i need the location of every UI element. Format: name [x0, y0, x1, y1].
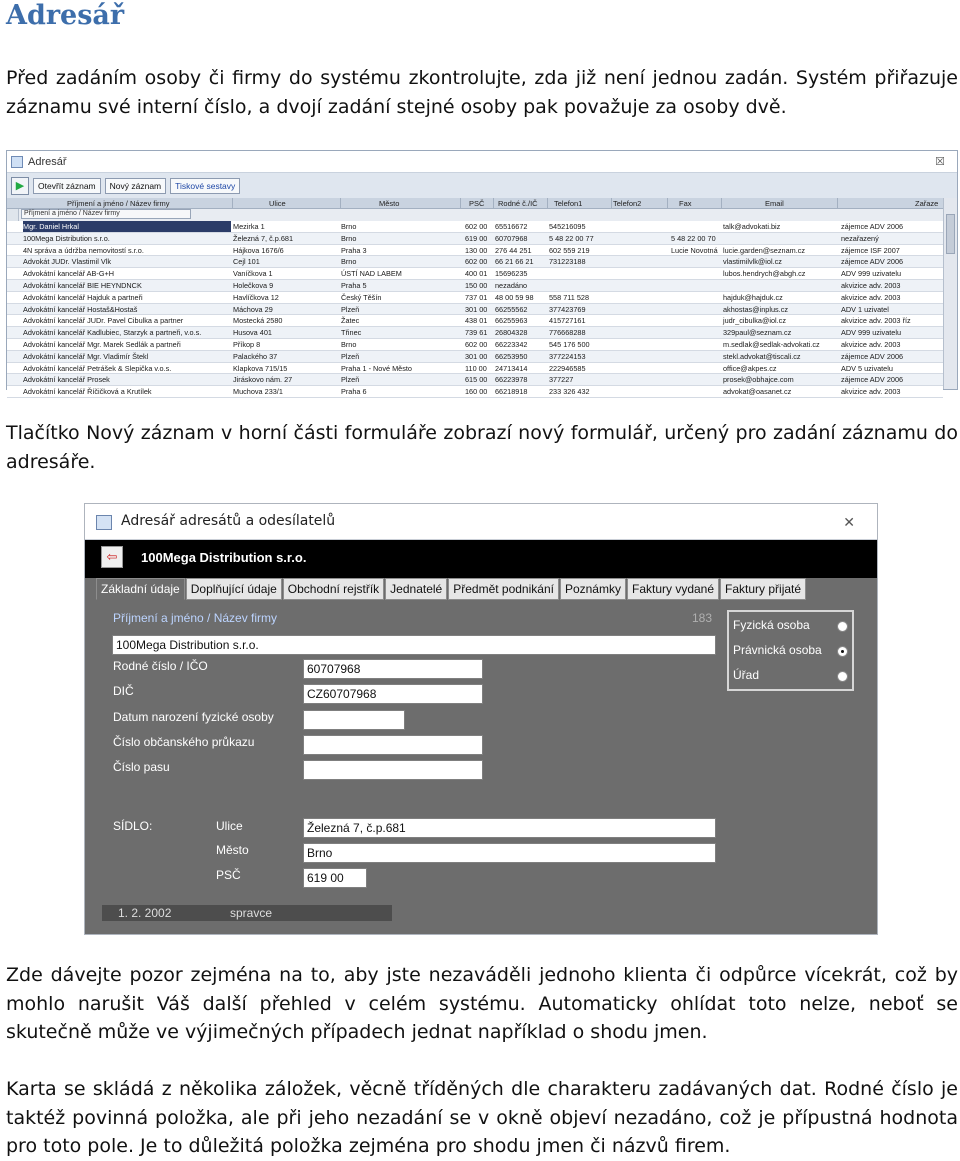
table-row[interactable]	[7, 245, 943, 257]
table-cell: lubos.hendrych@abgh.cz	[723, 269, 806, 279]
table-cell: Advokátní kancelář Mgr. Vladimír Štekl	[23, 351, 149, 361]
column-header[interactable]: Telefon2	[613, 199, 642, 208]
table-row[interactable]	[7, 363, 943, 375]
table-cell: zájemce ADV 2006	[841, 222, 904, 231]
table-cell: akvizice adv. 2003	[841, 387, 901, 397]
table-cell: 66255562	[495, 304, 528, 314]
table-cell: akhostas@inplus.cz	[723, 304, 789, 314]
birth-date-label: Datum narození fyzické osoby	[113, 710, 274, 724]
table-cell: Advokátní kancelář JUDr. Pavel Cibulka a partner	[23, 316, 184, 326]
table-cell: Hájkova 1676/6	[233, 245, 284, 255]
id-card-field[interactable]	[303, 735, 483, 755]
record-footer	[102, 905, 392, 921]
list-window-title: Adresář	[28, 155, 67, 168]
radio-physical-person[interactable]	[837, 621, 848, 632]
table-cell: 150 00	[465, 280, 488, 290]
table-row[interactable]	[7, 268, 943, 280]
table-cell: vlastimilvlk@iol.cz	[723, 257, 782, 267]
table-cell: 66253950	[495, 351, 528, 361]
dic-label: DIČ	[113, 684, 134, 698]
seat-label: SÍDLO:	[113, 819, 153, 833]
table-cell: Lucie Novotná	[671, 245, 718, 255]
table-cell: Klapkova 715/15	[233, 363, 288, 373]
table-cell: 66218918	[495, 387, 528, 397]
table-cell: Plzeň	[341, 304, 360, 314]
table-cell: Žatec	[341, 316, 360, 326]
table-row[interactable]	[7, 339, 943, 351]
created-date: 1. 2. 2002	[118, 906, 172, 920]
table-cell: Třinec	[341, 328, 362, 338]
person-type-option-label: Právnická osoba	[733, 643, 822, 657]
person-type-group	[727, 610, 854, 691]
table-cell: Advokátní kancelář Kadlubiec, Starzyk a partneři, v.o.s.	[23, 328, 202, 338]
table-cell: Holečkova 9	[233, 280, 274, 290]
table-cell: ADV 5 uzivatelu	[841, 363, 893, 373]
table-cell: Advokátní kancelář Hajduk a partneři	[23, 292, 143, 302]
list-titlebar	[7, 151, 957, 173]
table-cell: Praha 3	[341, 245, 367, 255]
table-cell: 329paul@seznam.cz	[723, 328, 792, 338]
close-icon[interactable]: ✕	[843, 514, 855, 530]
table-cell: Jiráskovo nám. 27	[233, 375, 293, 385]
table-cell: Praha 5	[341, 280, 367, 290]
table-cell: 66223342	[495, 339, 528, 349]
table-cell: Cejl 101	[233, 257, 260, 267]
table-cell: 545 176 500	[549, 339, 590, 349]
table-cell: 301 00	[465, 304, 488, 314]
table-cell: Brno	[341, 257, 357, 267]
table-cell: 602 00	[465, 222, 488, 231]
new-record-button[interactable]: Nový záznam	[105, 178, 167, 194]
city-label: Město	[216, 843, 249, 857]
table-cell: 100Mega Distribution s.r.o.	[23, 233, 110, 243]
table-cell: 5 48 22 00 70	[671, 233, 716, 243]
intro-paragraph: Před zadáním osoby či firmy do systému zkontrolujte, zda již není jednou zadán. Systém přiřazuje záznamu své interní číslo, a dvojí zadání stejné osoby pak považuje za osoby dvě.	[6, 67, 958, 118]
table-cell: 776668288	[549, 328, 586, 338]
vertical-scrollbar[interactable]	[943, 198, 957, 389]
address-list-window	[6, 150, 958, 397]
tab-business-register[interactable]: Obchodní rejstřík	[283, 578, 384, 600]
table-cell: ADV 1 uzivatel	[841, 304, 889, 314]
table-cell: 5 48 22 00 77	[549, 233, 594, 243]
table-cell: 602 559 219	[549, 245, 590, 255]
table-cell: 619 00	[465, 233, 488, 243]
table-cell: 377423769	[549, 304, 586, 314]
table-row[interactable]	[7, 292, 943, 304]
table-cell: 545216095	[549, 222, 586, 231]
table-cell: 438 01	[465, 316, 488, 326]
person-type-option-label: Úřad	[733, 668, 760, 682]
radio-legal-person[interactable]	[837, 646, 848, 657]
table-cell: 130 00	[465, 245, 488, 255]
table-cell: nezařazený	[841, 233, 879, 243]
table-cell: 377224153	[549, 351, 586, 361]
table-cell: 110 00	[465, 363, 487, 373]
column-header[interactable]: Zařaze	[915, 199, 939, 208]
table-cell: 60707968	[495, 233, 528, 243]
table-cell: 66223978	[495, 375, 528, 385]
table-row[interactable]	[7, 327, 943, 339]
dic-field[interactable]: CZ60707968	[303, 684, 483, 704]
table-cell: Mostecká 2580	[233, 316, 283, 326]
page-title: Adresář	[6, 0, 125, 31]
list-toolbar	[7, 173, 957, 199]
table-cell: 65516672	[495, 222, 528, 231]
table-row[interactable]	[7, 374, 943, 386]
table-cell: 377227	[549, 375, 574, 385]
table-cell: 558 711 528	[549, 292, 590, 302]
form-header	[85, 540, 877, 578]
table-cell: 4N správa a údržba nemovitostí s.r.o.	[23, 245, 144, 255]
scroll-thumb[interactable]	[946, 214, 955, 254]
table-cell: 15696235	[495, 269, 528, 279]
filter-field[interactable]: Příjmení a jméno / Název firmy	[21, 209, 191, 219]
rc-field[interactable]: 60707968	[303, 659, 483, 679]
table-cell: zájemce ISF 2007	[841, 245, 900, 255]
tab-additional[interactable]: Doplňující údaje	[186, 578, 282, 600]
table-cell: Mezirka 1	[233, 222, 265, 231]
table-cell: advokat@oasanet.cz	[723, 387, 792, 397]
table-cell: judr_cibulka@iol.cz	[723, 316, 786, 326]
table-cell: 731223188	[549, 257, 586, 267]
table-row[interactable]	[7, 280, 943, 292]
form-titlebar	[85, 504, 877, 540]
id-card-label: Číslo občanského průkazu	[113, 735, 255, 749]
table-cell: 26804328	[495, 328, 528, 338]
table-cell: 602 00	[465, 339, 488, 349]
table-cell: Advokátní kancelář BIE HEYNDNCK	[23, 280, 142, 290]
table-cell: hajduk@hajduk.cz	[723, 292, 783, 302]
form-icon	[96, 515, 112, 530]
form-tabs	[96, 578, 807, 600]
table-cell: akvizice adv. 2003	[841, 292, 901, 302]
tab-issued-invoices[interactable]: Faktury vydané	[627, 578, 719, 600]
table-cell: Mgr. Daniel Hrkal	[23, 221, 231, 232]
exit-door-icon[interactable]: ⇦	[101, 546, 123, 568]
table-cell: Advokátní kancelář Mgr. Marek Sedlák a partneři	[23, 339, 181, 349]
table-cell: Plzeň	[341, 351, 360, 361]
table-cell: 222946585	[549, 363, 586, 373]
table-cell: zájemce ADV 2006	[841, 351, 904, 361]
address-form-window	[84, 503, 878, 935]
table-row[interactable]	[7, 256, 943, 268]
street-field[interactable]: Železná 7, č.p.681	[303, 818, 716, 838]
tab-notes[interactable]: Poznámky	[560, 578, 626, 600]
column-header[interactable]: PSČ	[469, 199, 485, 208]
table-cell: zájemce ADV 2006	[841, 257, 904, 267]
table-row[interactable]	[7, 233, 943, 245]
table-cell: Máchova 29	[233, 304, 273, 314]
street-label: Ulice	[216, 819, 243, 833]
table-cell: ÚSTÍ NAD LABEM	[341, 269, 402, 279]
table-cell: 24713414	[495, 363, 528, 373]
form-icon	[11, 156, 23, 168]
table-cell: 415727161	[549, 316, 586, 326]
rc-label: Rodné číslo / IČO	[113, 659, 208, 673]
form-window-title: Adresář adresátů a odesílatelů	[121, 513, 336, 529]
record-number: 183	[692, 611, 713, 625]
created-by: spravce	[230, 906, 273, 920]
column-header[interactable]: Telefon1	[554, 199, 583, 208]
table-cell: Advokátní kancelář Hostaš&Hostaš	[23, 304, 138, 314]
table-cell: nezadáno	[495, 280, 528, 290]
table-cell: Advokátní kancelář Prosek	[23, 375, 110, 385]
zip-label: PSČ	[216, 868, 241, 882]
birth-date-field[interactable]	[303, 710, 405, 730]
table-cell: Brno	[341, 222, 357, 231]
column-header[interactable]: Rodné č./IČ	[498, 199, 538, 208]
column-header[interactable]: Město	[379, 199, 400, 208]
person-type-option-label: Fyzická osoba	[733, 618, 810, 632]
table-cell: Havlíčkova 12	[233, 292, 279, 302]
tabs-paragraph: Karta se skládá z několika záložek, věcně tříděných dle charakteru zadávaných dat. Rodné číslo je taktéž povinná položka, ale při jeho nezadání se v okně objeví nezadáno, což je přípustná hodnota pro toto pole. Je to důležitá položka zejména pro shodu jmen či názvů firem.	[6, 1078, 958, 1157]
table-cell: akvizice adv. 2003	[841, 280, 901, 290]
table-cell: 160 00	[465, 387, 488, 397]
table-cell: 66 21 66 21	[495, 257, 534, 267]
table-cell: akvizice adv. 2003	[841, 339, 901, 349]
table-cell: zájemce ADV 2006	[841, 375, 904, 385]
tab-received-invoices[interactable]: Faktury přijaté	[720, 578, 806, 600]
table-cell: 48 00 59 98	[495, 292, 534, 302]
exit-icon[interactable]: ▶	[11, 177, 29, 195]
table-cell: 66255963	[495, 316, 528, 326]
table-cell: 400 01	[465, 269, 488, 279]
column-header[interactable]: Fax	[679, 199, 692, 208]
table-cell: Muchova 233/1	[233, 387, 283, 397]
table-cell: 615 00	[465, 375, 488, 385]
table-cell: Brno	[341, 233, 357, 243]
open-record-button[interactable]: Otevřít záznam	[33, 178, 101, 194]
table-row[interactable]	[7, 304, 943, 316]
warning-paragraph: Zde dávejte pozor zejména na to, aby jste nezaváděli jednoho klienta či odpůrce vícekrát, což by mohlo narušit Váš další přehled v celém systému. Automaticky ohlídat toto nelze, neboť se skutečně může ve výjimečných případech jednat například o shodu jmen.	[6, 964, 958, 1043]
table-cell: 233 326 432	[549, 387, 590, 397]
record-name-heading: 100Mega Distribution s.r.o.	[141, 550, 307, 565]
passport-label: Číslo pasu	[113, 760, 170, 774]
new-record-paragraph: Tlačítko Nový záznam v horní části formuláře zobrazí nový formulář, určený pro zadání záznamu do adresáře.	[6, 422, 958, 473]
table-row[interactable]	[7, 351, 943, 363]
table-cell: Plzeň	[341, 375, 360, 385]
table-row[interactable]	[7, 386, 943, 398]
table-cell: Advokátní kancelář AB-G+H	[23, 269, 115, 279]
table-cell: stekl.advokat@tiscali.cz	[723, 351, 801, 361]
column-header[interactable]: Email	[765, 199, 784, 208]
table-cell: ADV 999 uzivatelu	[841, 328, 902, 338]
table-cell: m.sedlak@sedlak-advokati.cz	[723, 339, 820, 349]
table-cell: Železná 7, č.p.681	[233, 233, 294, 243]
table-cell: lucie.garden@seznam.cz	[723, 245, 806, 255]
table-row[interactable]	[7, 315, 943, 327]
table-cell: akvizice adv. 2003 říz	[841, 316, 911, 326]
column-header[interactable]: Příjmení a jméno / Název firmy	[67, 199, 170, 208]
table-cell: Praha 6	[341, 387, 367, 397]
close-icon[interactable]: ☒	[935, 156, 945, 168]
table-cell: 739 61	[465, 328, 488, 338]
name-field[interactable]: 100Mega Distribution s.r.o.	[112, 635, 716, 655]
table-cell: Advokátní kancelář Říčičková a Krutílek	[23, 387, 152, 397]
record-list	[7, 221, 943, 398]
table-row[interactable]	[7, 221, 943, 233]
tab-basic[interactable]: Základní údaje	[96, 578, 185, 600]
table-cell: 276 44 251	[495, 245, 532, 255]
table-cell: 602 00	[465, 257, 488, 267]
radio-office[interactable]	[837, 671, 848, 682]
column-header-row	[7, 198, 943, 209]
tab-executives[interactable]: Jednatelé	[385, 578, 447, 600]
table-cell: Praha 1 - Nové Město	[341, 363, 412, 373]
table-cell: office@akpes.cz	[723, 363, 777, 373]
table-cell: Advokátní kancelář Petrášek & Slepička v.o.s.	[23, 363, 172, 373]
table-cell: Husova 401	[233, 328, 272, 338]
table-cell: 737 01	[465, 292, 488, 302]
table-cell: 301 00	[465, 351, 488, 361]
table-cell: Vaníčkova 1	[233, 269, 273, 279]
print-reports-button[interactable]: Tiskové sestavy	[170, 178, 240, 194]
table-cell: prosek@obhajce.com	[723, 375, 794, 385]
passport-field[interactable]	[303, 760, 483, 780]
table-cell: Příkop 8	[233, 339, 261, 349]
name-label: Příjmení a jméno / Název firmy	[113, 611, 278, 625]
city-field[interactable]: Brno	[303, 843, 716, 863]
table-cell: Brno	[341, 339, 357, 349]
zip-field[interactable]: 619 00	[303, 868, 367, 888]
table-cell: ADV 999 uzivatelu	[841, 269, 902, 279]
table-cell: Advokát JUDr. Vlastimil Vlk	[23, 257, 111, 267]
table-cell: Český Těšín	[341, 292, 382, 302]
column-header[interactable]: Ulice	[269, 199, 286, 208]
table-cell: Palackého 37	[233, 351, 278, 361]
table-cell: talk@advokati.biz	[723, 222, 781, 231]
tab-business-scope[interactable]: Předmět podnikání	[448, 578, 559, 600]
